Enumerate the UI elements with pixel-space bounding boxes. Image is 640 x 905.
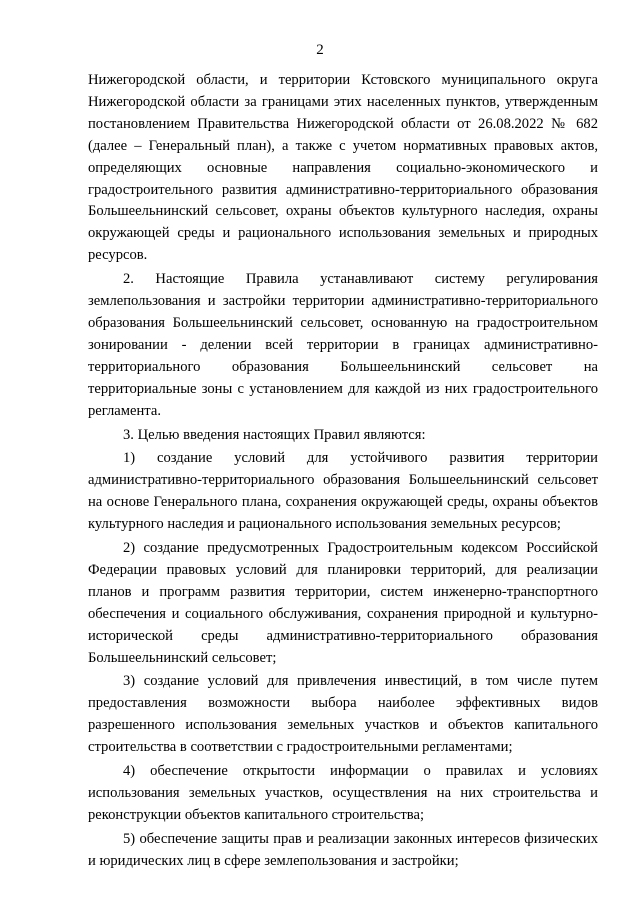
subitem-4: 4) обеспечение открытости информации о правилах и условиях использования земельных участков, осуществления на них строительства и реконструкции объектов капитального строительства; xyxy=(88,763,598,823)
subitem-5: 5) обеспечение защиты прав и реализации законных интересов физических и юридических лиц в сфере землепользования и застройки; xyxy=(88,830,598,869)
subitem-1: 1) создание условий для устойчивого развития территории административно-территориального образования Большеельнинский сельсовет на основе Генерального плана, сохранения окружающей среды, охраны объектов культурного наследия и рационального использования земельных ресурсов; xyxy=(88,450,598,533)
paragraph-item-3: 3. Целью введения настоящих Правил являются: xyxy=(123,426,426,443)
page-number: 2 xyxy=(316,42,324,58)
document-body xyxy=(88,70,598,875)
subitem-2: 2) создание предусмотренных Градостроительным кодексом Российской Федерации правовых условий для планировки территорий, для реализации планов и программ развития территории, систем инженерно-транспортного обеспечения и социального обслуживания, сохранения природной и культурно-исторической среды административно-территориального образования Большеельнинский сельсовет; xyxy=(88,540,598,666)
paragraph-continuation: Нижегородской области, и территории Кстовского муниципального округа Нижегородской области за границами этих населенных пунктов, утвержденным постановлением Правительства Нижегородской области от 26.08.2022 № 682 (далее – Генеральный план), а также с учетом нормативных правовых актов, определяющих основные направления социально-экономического и градостроительного развития административно-территориального образования Большеельнинский сельсовет, охраны объектов культурного наследия, охраны окружающей среды и рационального использования земельных и природных ресурсов. xyxy=(88,72,598,264)
subitem-3: 3) создание условий для привлечения инвестиций, в том числе путем предоставления возможности выбора наиболее эффективных видов разрешенного использования земельных участков и объектов капитального строительства в соответствии с градостроительными регламентами; xyxy=(88,673,598,756)
paragraph-item-2: 2. Настоящие Правила устанавливают систему регулирования землепользования и застройки территории административно-территориального образования Большеельнинский сельсовет, основанную на градостроительном зонировании - делении всей территории в границах административно-территориального образования Большеельнинский сельсовет на территориальные зоны с установлением для каждой из них градостроительного регламента. xyxy=(88,271,598,419)
